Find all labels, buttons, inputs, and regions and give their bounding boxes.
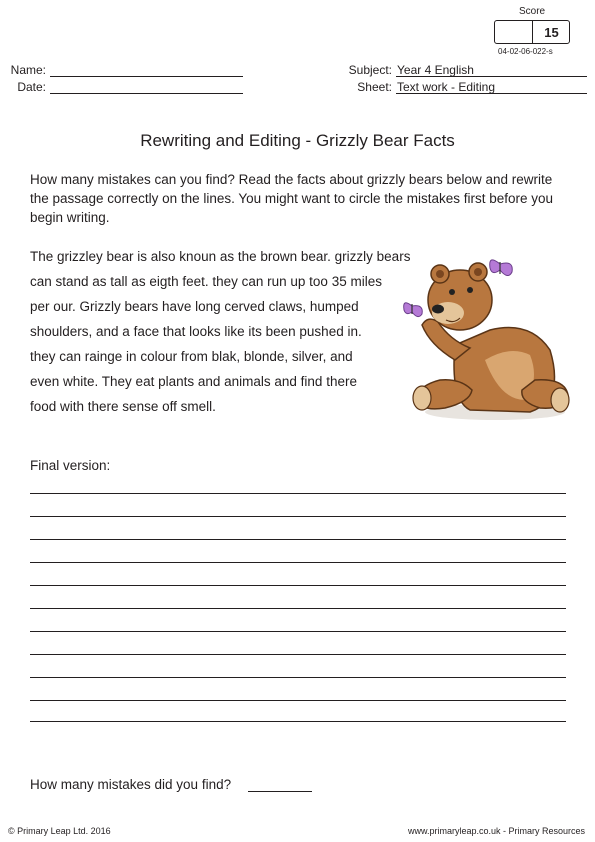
bear-illustration xyxy=(400,250,575,425)
writing-line[interactable] xyxy=(30,585,566,586)
butterfly-icon xyxy=(404,303,423,317)
writing-line[interactable] xyxy=(30,516,566,517)
sheet-code: 04-02-06-022-s xyxy=(498,47,553,56)
score-box xyxy=(494,20,570,44)
bear-right-ear-inner xyxy=(474,268,482,276)
writing-line[interactable] xyxy=(30,539,566,540)
passage-line: food with there sense off smell. xyxy=(30,399,216,414)
sheet-value: Text work - Editing xyxy=(397,80,496,94)
writing-line[interactable] xyxy=(30,721,566,722)
page-title: Rewriting and Editing - Grizzly Bear Facts xyxy=(140,131,455,150)
writing-line[interactable] xyxy=(30,562,566,563)
date-line[interactable] xyxy=(50,93,243,94)
bear-nose xyxy=(432,305,444,314)
subject-value: Year 4 English xyxy=(397,63,474,77)
date-label: Date: xyxy=(17,80,46,94)
name-label: Name: xyxy=(10,63,46,77)
website-credit: www.primaryleap.co.uk - Primary Resources xyxy=(407,826,585,836)
writing-line[interactable] xyxy=(30,654,566,655)
bear-left-ear-inner xyxy=(436,270,444,278)
bear-right-eye xyxy=(467,287,473,293)
score-value: 15 xyxy=(544,25,559,40)
subject-label: Subject: xyxy=(348,63,392,77)
bear-right-paw xyxy=(551,388,569,412)
passage-line: can stand as tall as eigth feet. they can run up too 35 miles xyxy=(30,274,382,289)
butterfly-icon xyxy=(490,260,513,276)
instructions: How many mistakes can you find? Read the facts about grizzly bears below and rewrite the passage correctly on the lines. You might want to circle the mistakes first before you begin writing. xyxy=(30,172,554,225)
writing-line[interactable] xyxy=(30,608,566,609)
answer-line[interactable] xyxy=(248,791,312,792)
writing-line[interactable] xyxy=(30,631,566,632)
passage-line: even white. They eat plants and animals and find there xyxy=(30,374,357,389)
writing-line[interactable] xyxy=(30,700,566,701)
writing-line[interactable] xyxy=(30,677,566,678)
final-version-label: Final version: xyxy=(30,458,111,473)
copyright: © Primary Leap Ltd. 2016 xyxy=(8,826,111,836)
bear-left-paw xyxy=(413,386,431,410)
writing-line[interactable] xyxy=(30,493,566,494)
passage-line: per our. Grizzly bears have long cerved claws, humped xyxy=(30,299,359,314)
bear-left-eye xyxy=(449,289,455,295)
passage-line: they can rainge in colour from blak, blonde, silver, and xyxy=(30,349,353,364)
sheet-label: Sheet: xyxy=(357,80,392,94)
mistakes-question: How many mistakes did you find? xyxy=(30,777,232,792)
passage-line: The grizzley bear is also knoun as the brown bear. grizzly bears xyxy=(30,249,411,264)
passage-line: shoulders, and a face that looks like its been pushed in. xyxy=(30,324,362,339)
score-label: Score xyxy=(519,6,546,17)
name-line[interactable] xyxy=(50,76,243,77)
